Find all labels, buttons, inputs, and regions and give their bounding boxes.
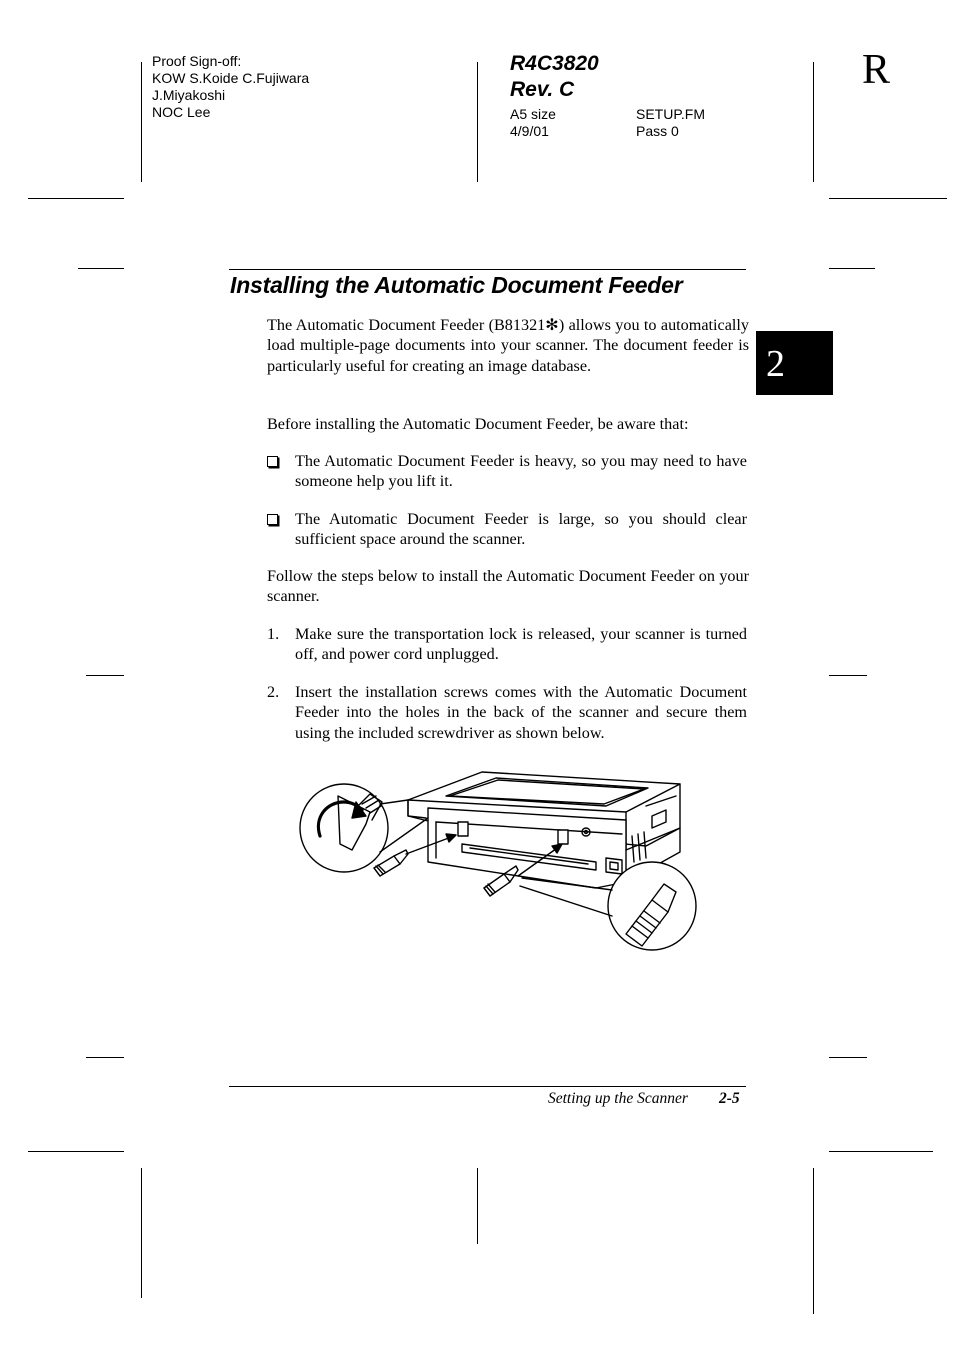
before-text: Before installing the Automatic Document Feeder, be aware that: (267, 415, 689, 433)
crop-mark (829, 268, 875, 269)
file-name: SETUP.FM (636, 106, 705, 122)
model-block (510, 51, 599, 103)
chapter-number: 2 (766, 343, 785, 385)
checkbox-bullet-icon (267, 456, 278, 467)
scanner-screw-illustration (296, 766, 700, 954)
footer-section-title: Setting up the Scanner (548, 1090, 688, 1107)
proof-line: NOC Lee (152, 104, 211, 120)
crop-mark (28, 198, 124, 199)
crop-mark (829, 675, 867, 676)
caution-text: The Automatic Document Feeder is heavy, so you may need to have someone help you lift it. (295, 452, 747, 491)
crop-mark (477, 62, 478, 182)
step-number: 2. (267, 683, 280, 701)
page-number: 2-5 (719, 1090, 740, 1107)
file-meta (510, 106, 730, 140)
before-paragraph (267, 414, 749, 434)
crop-mark (141, 1168, 142, 1298)
page-size: A5 size (510, 106, 556, 122)
intro-text: The Automatic Document Feeder (B81321✻) allows you to automatically load multiple-page documents into your scanner. The document feeder is particularly useful for creating an image database. (267, 316, 749, 375)
proof-line: KOW S.Koide C.Fujiwara (152, 70, 310, 86)
proof-mark: R (862, 47, 891, 93)
follow-paragraph (267, 566, 749, 607)
section-heading: Installing the Automatic Document Feeder (230, 272, 683, 298)
crop-mark (28, 1151, 124, 1152)
step-text: Insert the installation screws comes with the Automatic Document Feeder into the holes in the back of the scanner and secure them using the included screwdriver as shown below. (295, 683, 747, 742)
crop-mark (86, 675, 124, 676)
proof-line: J.Miyakoshi (152, 87, 226, 103)
checkbox-bullet-icon (267, 514, 278, 525)
model-revision: Rev. C (510, 78, 575, 101)
intro-paragraph (267, 315, 749, 376)
proof-pass: Pass 0 (636, 123, 679, 139)
model-code: R4C3820 (510, 52, 599, 75)
crop-mark (78, 268, 124, 269)
crop-mark (829, 198, 947, 199)
crop-mark (813, 62, 814, 182)
step-text: Make sure the transportation lock is released, your scanner is turned off, and power cord unplugged. (295, 625, 747, 664)
rotation-detail-inset (300, 784, 428, 872)
crop-mark (86, 1057, 124, 1058)
step-number: 1. (267, 625, 280, 643)
caution-text: The Automatic Document Feeder is large, so you should clear sufficient space around the scanner. (295, 510, 747, 549)
crop-mark (141, 62, 142, 182)
crop-mark (829, 1151, 933, 1152)
crop-mark (829, 1057, 867, 1058)
chapter-tab (756, 331, 833, 395)
proof-signoff-block (152, 53, 309, 121)
proof-date: 4/9/01 (510, 123, 549, 139)
follow-text: Follow the steps below to install the Automatic Document Feeder on your scanner. (267, 567, 749, 606)
heading-rule (229, 269, 746, 270)
crop-mark (477, 1168, 478, 1244)
footer-rule (229, 1086, 746, 1087)
proof-line: Proof Sign-off: (152, 53, 242, 69)
crop-mark (813, 1168, 814, 1314)
